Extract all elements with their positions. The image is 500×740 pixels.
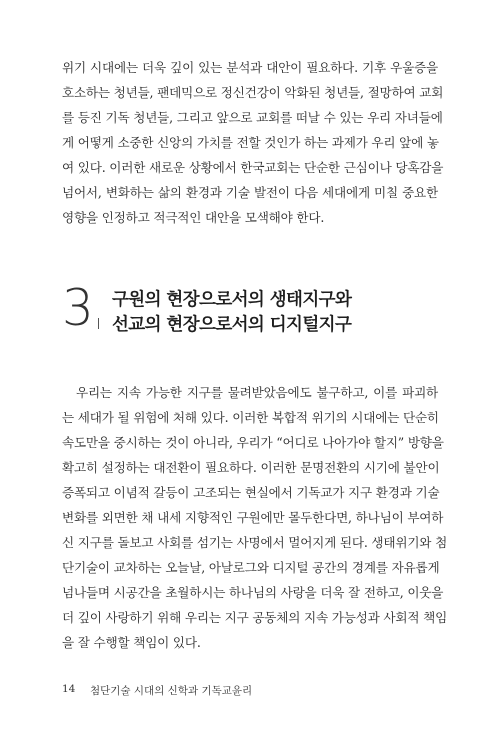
section-number: 3 bbox=[62, 279, 94, 337]
text-line: 여 있다. 이러한 새로운 상황에서 한국교회는 단순한 근심이나 당혹감을 bbox=[62, 160, 444, 175]
text-line: 확고히 설정하는 대전환이 필요하다. 이러한 문명전환의 시기에 불안이 bbox=[62, 460, 440, 475]
page-number: 14 bbox=[62, 683, 76, 695]
text-line: 넘어서, 변화하는 삶의 환경과 기술 발전이 다음 세대에게 미칠 중요한 bbox=[62, 185, 438, 200]
section-heading bbox=[62, 279, 442, 342]
text-line: 변화를 외면한 채 내세 지향적인 구원에만 몰두한다면, 하나님이 부여하 bbox=[62, 510, 444, 525]
text-line: 호소하는 청년들, 팬데믹으로 정신건강이 악화된 청년들, 절망하여 교회 bbox=[62, 85, 444, 100]
text-line: 우리는 지속 가능한 지구를 물려받았음에도 불구하고, 이를 파괴하 bbox=[76, 385, 438, 400]
text-line: 신 지구를 돌보고 사회를 섬기는 사명에서 멀어지게 된다. 생태위기와 첨 bbox=[62, 535, 448, 550]
text-line: 더 깊이 사랑하기 위해 우리는 지구 공동체의 지속 가능성과 사회적 책임 bbox=[62, 610, 448, 625]
text-line: 넘나들며 시공간을 초월하시는 하나님의 사랑을 더욱 잘 전하고, 이웃을 bbox=[62, 585, 444, 600]
text-line: 는 세대가 될 위험에 처해 있다. 이러한 복합적 위기의 시대에는 단순히 bbox=[62, 410, 439, 425]
text-line: 증폭되고 이념적 갈등이 고조되는 현실에서 기독교가 지구 환경과 기술 bbox=[62, 485, 440, 500]
section-divider bbox=[98, 318, 99, 329]
text-line: 영향을 인정하고 적극적인 대안을 모색해야 한다. bbox=[62, 210, 325, 225]
text-line: 위기 시대에는 더욱 깊이 있는 분석과 대안이 필요하다. 기후 우울증을 bbox=[62, 60, 438, 75]
text-line: 게 어떻게 소중한 신앙의 가치를 전할 것인가 하는 과제가 우리 앞에 놓 bbox=[62, 135, 439, 150]
section-title-line-2: 선교의 현장으로서의 디지털지구 bbox=[112, 315, 352, 335]
text-line: 단기술이 교차하는 오늘날, 아날로그와 디지털 공간의 경계를 자유롭게 bbox=[62, 560, 440, 575]
text-line: 속도만을 중시하는 것이 아니라, 우리가 “어디로 나아가야 할지” 방향을 bbox=[62, 435, 444, 450]
section-title-line-1: 구원의 현장으로서의 생태지구와 bbox=[112, 290, 352, 310]
text-line: 을 잘 수행할 책임이 있다. bbox=[62, 635, 201, 650]
text-line: 를 등진 기독 청년들, 그리고 앞으로 교회를 떠날 수 있는 우리 자녀들에 bbox=[62, 110, 443, 125]
running-title: 첨단기술 시대의 신학과 기독교윤리 bbox=[90, 685, 253, 697]
